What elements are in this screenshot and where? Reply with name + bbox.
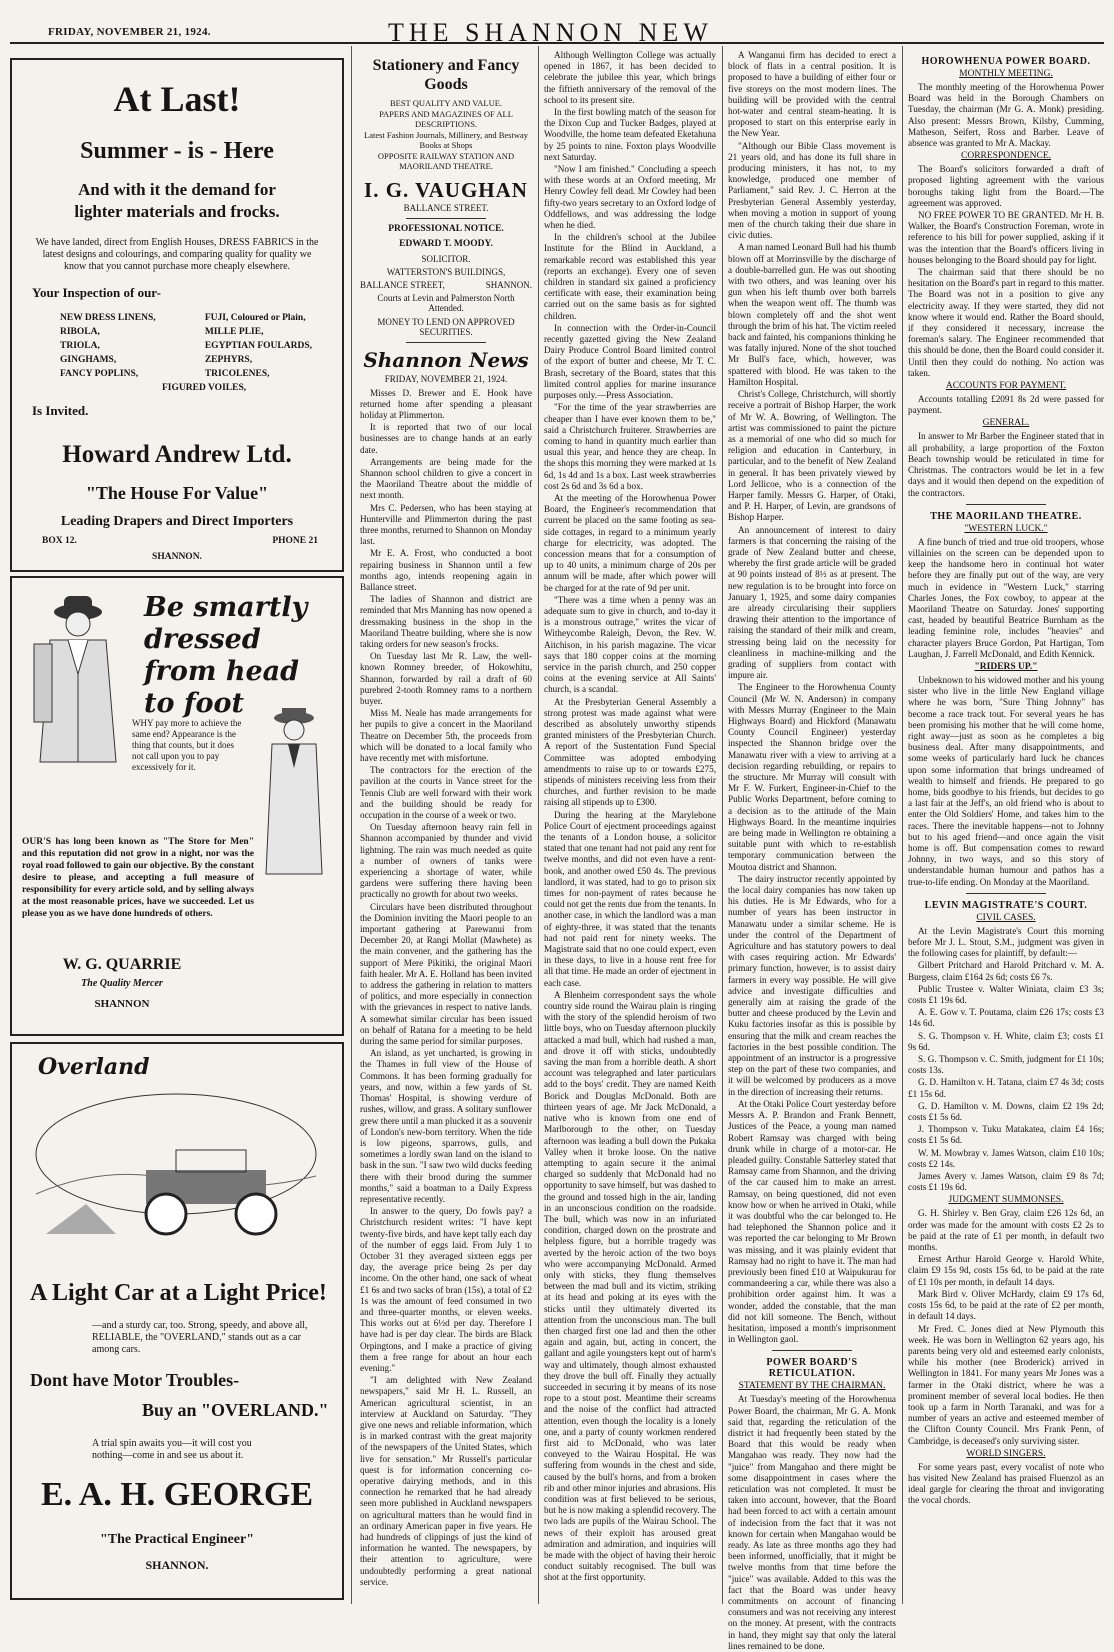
vaughan-line: OPPOSITE RAILWAY STATION AND MAORILAND THEATRE.: [377, 150, 515, 171]
notice-heading: PROFESSIONAL NOTICE.: [388, 223, 504, 234]
article-heading: THE MAORILAND THEATRE.: [930, 510, 1082, 522]
news-paragraph: At Tuesday's meeting of the Horowhenua Power Board, the chairman, Mr G. A. Monk said that, regarding the reticulation of the district it had frequently been stated by the Board that this would be ready when Mangahao was ready. They now had the "juice" from Mangahao and there might be some disappointment in cases where the reticulation was not completed. It must be taken into account, however, that the Board had been forced to act with a certain amount of indecision from the fact that it was not known for certain when Mangahao would be ready. As late as three months ago they had been informed, unofficially, that it might be twelve months from that time before the "juice" was available. Added to this was the fact that the Board was under heavy commitments on account of financing consumers and was not receiving any interest on the money. At present, with the contracts in hand, they might say that only the lateral lines remained to be done.: [728, 1394, 896, 1651]
news-paragraph: In answer to the query, Do fowls pay? a Christchurch resident writes: "I have kept twenty-five birds, and have kept tally each day of the number of eggs laid. From July 1 to October 31 they averaged sixteen eggs per day, the average price being 2s per day income. On the other hand, one sack of wheat £1 6s and two sacks of bran (15s), a total of £2 1s was the amount of feed consumed in two and three-quarter months, or eleven weeks. This works out at 6½d per day. Therefore I have had is per day clear. The birds are Black Orpingtons, and I make a practice of giving them a free range for about an hour each evening.": [360, 1206, 532, 1373]
fabric-item: MILLE PLIE,: [204, 327, 264, 337]
paper-date: FRIDAY, NOVEMBER 21, 1924.: [384, 373, 508, 384]
news-paragraph: Ernest Arthur Harold George v. Harold White, claim £9 15s 9d, costs 15s 6d, to be paid at the rate of £1 10s per month, in default 14 days.: [908, 1254, 1104, 1287]
news-paragraph: The Engineer to the Horowhenua County Council (Mr W. N. Anderson) in company with Messrs Murray (Engineer to the Main Highways Board) and Hickford (Manawatu County Council Engineer) yesterday inspected the Shannon bridge over the Manawatu river with a view to arriving at a decision regarding rebuilding, or repairs to the structure. Mr Murray will consult with Mr F. W. Furkert, Engineer-in-Chief to the Public Works Department, before coming to a decision as to the attitude of the Main Highways Board. In the meantime inquiries are being made in Wellington re obtaining a suitable punt with which to re-establish temporary communication between the Moutoa district and Shannon.: [728, 682, 896, 872]
news-paragraph: It is reported that two of our local businesses are to change hands at an early date.: [360, 422, 532, 455]
vaughan-name: I. G. VAUGHAN: [364, 177, 528, 202]
article-body: [908, 1462, 1104, 1507]
ad-body: We have landed, direct from English Houses, DRESS FABRICS in the latest designs and colourings, and comparing quality for quality we know that you cannot purchase more cheaply elsewhere.: [35, 237, 319, 272]
column-5: [908, 50, 1104, 1604]
issue-date: FRIDAY, NOVEMBER 21, 1924.: [48, 26, 211, 38]
ad-troubles: Dont have Motor Troubles-: [30, 1370, 240, 1390]
news-paragraph: In connection with the Order-in-Council recently gazetted giving the New Zealand Dairy Produce Control Board limited control of the export of butter and cheese, Mr T. C. Brash, secretary of the Board, states that this limited control applies for marine insurance purposes only.—Press Association.: [544, 322, 716, 401]
news-paragraph: Circulars have been distributed throughout the Dominion inviting the Maori people to an important gathering at Parewanui from December 20, at Rangi Mollat (Mawhete) as the main convener, and the gathering has the support of Mere Pikitiki, the original Maori faith healer. Mr A. E. Holland has been invited to address the gathering in relation to matters of politics, and more especially in connection with the grievances in respect to native lands. A somewhat similar circular has been issued on behalf of Ratana for a meeting to be held during the same period for similar purposes.: [360, 901, 532, 1047]
news-paragraph: At the Otaki Police Court yesterday before Messrs A. P. Brandon and Frank Bennett, Justices of the Peace, a young man named Robert Ramsay was charged with being drunk while in charge of a motor-car. He pleaded guilty. Constable Satterley stated that Ramsay came from Shannon, and the driving of the car caused him to make an arrest. Ramsay, on being questioned, did not even know how or when he arrived in Otaki, while it was doubtful who the car belonged to. He had telephoned the Shannon police and it was reported the car belonging to Mr Brown was missing, and it was plainly evident that Ramsay had no right to have it. The man had previously been fined £10 at Waipukurau for commandeering a car, while there was also a prohibition order against him. It was a wonder, added the constable, that the man did not kill someone. The Bench, without hesitation, imposed a month's imprisonment in Wellington gaol.: [728, 1098, 896, 1345]
ad-box: BOX 12.: [42, 536, 77, 546]
man-in-suit-illustration: [252, 706, 336, 876]
news-paragraph: On Tuesday last Mr R. Law, the well-known Romney breeder, of Hokowhitu, Shannon, forwarded by rail a draft of 60 purebred 2-tooth Romney rams to a northern buyer.: [360, 651, 532, 706]
news-paragraph: In answer to Mr Barber the Engineer stated that in all probability, a large proportion of the Foxton Beach township would be reticulated in time for Christmas. The contractors would be let in a few days and it would then depend on the expedition of the contractors.: [908, 431, 1104, 498]
column-rule: [538, 46, 539, 1604]
column-4: [728, 50, 896, 1651]
ad-title: The Quality Mercer: [81, 978, 163, 989]
article-subheading: JUDGMENT SUMMONSES.: [948, 1195, 1064, 1206]
news-paragraph: "There was a time when a penny was an adequate sum to give in church, and to-day it is a monstrous outrage," writes the vicar of Witheycombe Raleigh, Devon, the Rev. W. Aitchison, in his parish magazine. The vicar says that 180 copper coins at the morning service in the parish church, and 250 copper coins at the evening service at All Saints' church, is a scandal.: [544, 594, 716, 695]
article-subheading: STATEMENT BY THE CHAIRMAN.: [738, 1381, 886, 1392]
news-paragraph: A Blenheim correspondent says the whole country side round the Wairau plain is ringing with the story of the splendid heroism of two little boys, who on Tuesday afternoon pluckily attacked a mad bull, which had rushed a man, and drove it off with sticks, undoubtedly saving the man from a horrible death. A short account was telegraphed and later particulars add to the boys' credit. They are named Keith Borick and Douglas McDonald. Both are thirteen years of age. Mr Jack McDonald, a native who is known from one end of Marlborough to the other, on Tuesday afternoon was leading a bull down the Pukaka Valley when it broke loose. On the native attempting to again secure it the animal charged so suddenly that McDonald had no opportunity to save himself, but was dashed to the ground and tossed high in the air, landing in an unconscious condition on the roadside. The bull, which was now in an infuriated condition, charged down on the prostrate and helpless figure, but a horrible tragedy was averted by the heroic action of the two boys who were accompanying McDonald. Armed only with sticks, they flung themselves between the mad bull and its victim, striking at its head and poking at its eyes with the sticks until they ultimately diverted its attention from the unconscious man. The bull then charged first one lad and then the other again and again, but, acting in concert, the gallant and agile youngsters kept out of harm's way and ultimately, though almost exhausted they drove the bull off. Finally they actually succeeded in securing it by means of its nose rope to a stout post. Meantime their screams and the noise of the conflict had attracted attention, even though the locality is a lonely one, and a party of county workmen rendered first aid to McDonald, who was later conveyed to the Wairau Hospital. He was suffering from wounds in the chest and side, caused by the bull's horns, and from a broken rib and other minor injuries and abrasions. His condition was at first believed to be serious, but he is now making a splendid recovery. The two lads are pupils of the Wairau School. The news of their exploit has aroused great admiration and admiration, and inquiries will be made with the object of having their heroic conduct suitably recognised. The bull was shot at the first opportunity.: [544, 989, 716, 1583]
news-paragraph: Accounts totalling £2091 8s 2d were passed for payment.: [908, 394, 1104, 416]
vaughan-line: BEST QUALITY AND VALUE.: [389, 98, 503, 108]
ad-phone: PHONE 21: [272, 536, 318, 546]
news-paragraph: The monthly meeting of the Horowhenua Power Board was held in the Borough Chambers on Tuesday, the chairman (Mr G. A. Monk) presiding. Also present: Messrs Brown, Kilsby, Cumming, Matheson, Seifert, Ross and Barber. Leave of absence was granted to Mr A. Mackay.: [908, 82, 1104, 149]
article-subheading: "RIDERS UP.": [974, 661, 1038, 672]
fabric-item: TRICOLENES,: [204, 369, 270, 379]
ad-tagline: Leading Drapers and Direct Importers: [60, 514, 294, 529]
ad-contact: [42, 536, 318, 546]
news-items: [544, 50, 716, 1584]
ad-body: —and a sturdy car, too. Strong, speedy, and above all, RELIABLE, the "OVERLAND," stands out as a car among cars.: [92, 1320, 308, 1355]
news-paragraph: G. D. Hamilton v. H. Tatana, claim £7 4s 3d; costs £1 15s 6d.: [908, 1077, 1104, 1099]
article-subheading: ACCOUNTS FOR PAYMENT.: [945, 381, 1067, 392]
ad-headline: Be smartly dressed from head to foot: [144, 592, 308, 719]
ad-slogan: "The House For Value": [85, 483, 269, 503]
news-paragraph: For some years past, every vocalist of note who has visited New Zealand has praised Fluenzol as an ideal gargle for clearing the throat and invigorating the vocal chords.: [908, 1461, 1104, 1506]
news-paragraph: Mrs C. Pedersen, who has been staying at Hunterville and Plimmerton during the past three months, returned to Shannon on Monday last.: [360, 502, 532, 547]
notice-money: MONEY TO LEND ON APPROVED SECURITIES.: [377, 316, 515, 337]
column-rule: [722, 46, 723, 1604]
news-paragraph: Mr E. A. Frost, who conducted a boot repairing business in Shannon until a few months ago, intends reopening again in Ballance street.: [360, 548, 532, 592]
article-body: [908, 431, 1104, 498]
news-paragraph: The dairy instructor recently appointed by the local dairy companies has now taken up his duties. He is Mr Edwards, who for a number of years has been instructor in Manawatu under a similar scheme. He is under the control of the Department of Agriculture and has statutory powers to deal with cases requiring action. Mr Edwards' primary function, however, is to assist dairy farmers in every way possible. He will give advice and investigate difficulties and generally aim at raising the grade of the butter and cheese produced by the Levin and Kuku factories insofar as this is possible by ensuring that the milk and cream reaches the factories in the best possible condition. The appointment of an instructor is a progressive step on the part of these two companies, and it will be welcomed by producers as a move in the direction of increasing their returns.: [728, 873, 896, 1097]
fabric-list-right: [205, 311, 312, 381]
ad-slogan: "The Practical Engineer": [100, 1532, 254, 1547]
fabric-list: [60, 311, 312, 381]
news-paragraph: On Tuesday afternoon heavy rain fell in Shannon accompanied by thunder and vivid lightning. The rain was much needed as quite a number of owners of tanks were experiencing a shortage of water, while gardens were suffering there having been practically no growth for about two weeks.: [360, 822, 532, 900]
news-paragraph: At the Levin Magistrate's Court this morning before Mr J. L. Stout, S.M., judgment was given in the following cases for plaintiff, by default:—: [908, 925, 1104, 959]
article-heading: LEVIN MAGISTRATE'S COURT.: [924, 899, 1088, 911]
article-subheading: GENERAL.: [982, 418, 1030, 429]
fabric-item: FANCY POPLINS,: [60, 369, 139, 379]
masthead: THE SHANNON NEW: [388, 18, 713, 47]
vaughan-street: BALLANCE STREET.: [403, 202, 489, 213]
article-body: [908, 926, 1104, 1194]
article-heading: POWER BOARD'S RETICULATION.: [766, 1357, 858, 1380]
news-paragraph: At the meeting of the Horowhenua Power Board, the Engineer's recommendation that current be placed on the same footing as sea-side cottages, in regard to a minimum yearly charge for electricity, was adopted. The concession means that for a consumption of up to 40 units, a minimum charge of 20s per annum will be made, after which power will be charged for at the rate of 9d per unit.: [544, 492, 716, 593]
ad-overland: [10, 1042, 344, 1600]
news-paragraph: G. D. Hamilton v. M. Downs, claim £2 19s 2d; costs £1 5s 6d.: [908, 1100, 1104, 1123]
news-paragraph: "I am delighted with New Zealand newspapers," said Mr H. L. Russell, an American agricultural scientist, in an interview at Auckland on Saturday. "They give one news and reliable information, which is in marked contrast with the great majority of the newspapers of the United States, which live for sensation." Mr Russell's particular quest is for information concerning co-operative dairying methods, and in this connection he remarked that he had already seen more published in Auckland newspapers on agricultural matters than he would find in an ordinary American paper in five years. He had hundreds of clippings of just the kind of information he wanted. The newspapers, by their attention to agriculture, were undoubtedly performing a great national service.: [360, 1375, 532, 1587]
article-body: [908, 164, 1104, 379]
news-paragraph: W. M. Mowbray v. James Watson, claim £10 10s; costs £2 14s.: [908, 1147, 1104, 1169]
article-body: [728, 1394, 896, 1652]
notice-name: EDWARD T. MOODY.: [399, 238, 493, 249]
article-heading: HOROWHENUA POWER BOARD.: [921, 56, 1091, 67]
ad-town: SHANNON.: [145, 1558, 209, 1572]
ad-why: WHY pay more to achieve the same end? Appearance is the thing that counts, but it does not call upon you to pay excessively for it.: [132, 718, 242, 772]
vaughan-lines: [360, 98, 532, 172]
news-paragraph: Arrangements are being made for the Shannon school children to give a concert in the Maoriland Theatre about the middle of next month.: [360, 456, 532, 501]
fabric-item: TRIOLA,: [60, 341, 100, 351]
ad-summer: Summer - is - Here: [80, 138, 274, 164]
news-items: [360, 388, 532, 1589]
column-rule: [902, 46, 903, 1604]
news-paragraph: James Avery v. James Watson, claim £9 8s 7d; costs £1 19s 6d.: [908, 1171, 1104, 1193]
news-paragraph: Gilbert Pritchard and Harold Pritchard v. M. A. Burgess, claim £164 2s 6d; costs £6 7s.: [908, 960, 1104, 982]
news-paragraph: NO FREE POWER TO BE GRANTED. Mr H. B. Walker, the Board's Construction Foreman, wrote in reference to his bill for power supplied, asking if it was the intention that the Board's officers living in houses belonging to the Board should pay for light.: [908, 210, 1104, 265]
news-paragraph: Unbeknown to his widowed mother and his young sister who live in the little New England village where he was born, "Sure Thing Johnny" has become a race track tout. For several years he has been promising his mother that he will come home, right away—just as soon as he completes a big business deal. After many disappointments, and some weeks of particularly hard luck he chances upon some information that brings undreamed of wealth to himself and friends. He prepared to go home, bids goodbye to his friends, but decides to go a last fair at the Jeff's, an old friend who is about to enter the Old Soldiers' Home, and takes him to the races. There the inevitable happens—not to Johnny but to his aged friend—and once again the visit home is off. But compensation comes to reward Johnny, in two ways, and so this story of understandable human humour and pathos has a true-to-life ending. On Monday at the Maoriland.: [908, 674, 1104, 887]
notice-courts: Courts at Levin and Palmerston North Attended.: [377, 292, 515, 313]
ad-firm-name: Howard Andrew Ltd.: [62, 441, 292, 468]
news-paragraph: The chairman said that there should be no hesitation on the Board's part in regard to this matter. The Board was not in a position to give any electricity away. If they were started, they did not know where it would end. Rather the Board should, if they considered it necessary, increase the foreman's salary. The Engineer recommended that this should be done, then the Board could consider it. Until then they could do nothing. No action was taken.: [908, 267, 1104, 378]
news-paragraph: G. H. Shirley v. Ben Gray, claim £26 12s 6d, an order was made for the amount with costs £2 2s to be paid at the rate of £1 per month, in default two months.: [908, 1208, 1104, 1253]
article-body: [908, 82, 1104, 149]
vaughan-line: Latest Fashion Journals, Millinery, and Bestway Books at Shops: [364, 129, 528, 150]
ad-trial: A trial spin awaits you—it will cost you nothing—come in and see us about it.: [92, 1438, 252, 1461]
notice-address: [360, 280, 532, 290]
news-paragraph: In the children's school at the Jubilee Institute for the Blind in Auckland, a remarkable record was established this year (reports an exchange). Every one of seven children in standard six gained a proficiency certificate with ease, their examination being carried out on the same basis as for sighted children.: [544, 232, 716, 321]
ad-buy: Buy an "OVERLAND.": [142, 1400, 329, 1420]
ad-quarrie: [10, 576, 344, 1036]
ad-body: OUR'S has long been known as "The Store for Men" and this reputation did not grow in a night, nor was the royal road followed to gain our objective. By the constant desire to please, and accepting a full measure of responsibility for every article sold, and by selling always at the most reasonable prices, have we succeeded. Let us please you as we have done hundreds of others.: [22, 837, 254, 919]
news-paragraph: Mark Bird v. Oliver McHardy, claim £9 17s 6d, costs 15s 6d, to be paid at the rate of £2 per month, in default 14 days.: [908, 1288, 1104, 1322]
news-paragraph: An announcement of interest to dairy farmers is that concerning the raising of the grade of New Zealand butter and cheese, whereby the first grade article will be graded at 90 points instead of 8½ as at present. The new regulation is to be brought into force on January 1, 1925, and some dairy companies are already circularising their suppliers drawing their attention to the importance of raising the standard of their milk and cream, stressing being laid on the necessity for cleanliness in machine-milking and the grading of suppliers from contact with impure air.: [728, 524, 896, 681]
article-subheading: "WESTERN LUCK.": [964, 523, 1048, 534]
ad-demand: And with it the demand for lighter materials and frocks.: [74, 180, 280, 221]
fabric-list-left: [60, 311, 156, 381]
news-paragraph: Public Trustee v. Walter Winiata, claim £3 3s; costs £1 19s 6d.: [908, 983, 1104, 1006]
page-header: [10, 6, 1104, 47]
news-paragraph: The Board's solicitors forwarded a draft of proposed lighting agreement with the various boroughs taking light from the Board.—The agreement was approved.: [908, 164, 1104, 208]
news-paragraph: "Although our Bible Class movement is 21 years old, and has done its full share in producing ministers, it has not, to my knowledge, produced one member of Parliament," said Rev. J. C. Herron at the Presbyterian General Assembly yesterday, when moving a motion in support of young men of the church taking their due share in civic duties.: [728, 140, 896, 241]
notice-building: WATTERSTON'S BUILDINGS,: [386, 266, 506, 277]
article-body: [908, 1208, 1104, 1446]
news-paragraph: Christ's College, Christchurch, will shortly receive a portrait of Bishop Harper, the work of Mr W. A. Bowring, of Wellington. The artist was commissioned to paint the picture as a memorial of one who did so much for religion and education in Canterbury, in particular, and to the benefit of New Zealand in general. It has been privately viewed by Lord Jellicoe, who is a connection of the Harper family. Messrs G. Harper, of Otaki, and P. H. Harper, of Levin, are grandsons of Bishop Harper.: [728, 389, 896, 523]
ad-inspection: Your Inspection of our-: [32, 285, 161, 300]
news-paragraph: Miss M. Neale has made arrangements for her pupils to give a concert in the Maoriland Theatre on December 5th, the proceeds from which will be donated to a local family who have recently met with misfortune.: [360, 708, 532, 763]
article-subheading: CIVIL CASES.: [976, 912, 1036, 923]
column-rule: [351, 46, 352, 1604]
news-paragraph: The ladies of Shannon and district are reminded that Mrs Manning has now opened a dressmaking business in the shop in the Maoriland Theatre building, where she is now taking orders for new season's frocks.: [360, 594, 532, 649]
news-paragraph: J. Thompson v. Tuku Matakatea, claim £4 16s; costs £1 5s 6d.: [908, 1124, 1104, 1146]
fabric-item: NEW DRESS LINENS,: [60, 313, 156, 323]
column-2: [360, 50, 532, 1604]
ads-column: [10, 50, 344, 1604]
ad-name: E. A. H. GEORGE: [40, 1476, 314, 1513]
news-paragraph: Although Wellington College was actually opened in 1867, it has been decided to celebrate the jubilee this year, which brings the fiftieth anniversary of the removal of the school to its present site.: [544, 50, 716, 105]
fabric-item: FUJI, Coloured or Plain,: [204, 313, 306, 323]
news-paragraph: A Wanganui firm has decided to erect a block of flats in a central position. It is proposed to have a building of either four or five storeys on the most modern lines. The building will be provided with the central hot-water and central steam-heating. It is proposed to start on this enterprise early in the New Year.: [728, 50, 896, 139]
news-paragraph: A. E. Gow v. T. Poutama, claim £26 17s; costs £3 14s 6d.: [908, 1007, 1104, 1029]
paper-nameplate: Shannon News: [363, 347, 529, 372]
news-items: [728, 50, 896, 1345]
fabric-figured: FIGURED VOILES,: [162, 383, 247, 393]
vaughan-heading: Stationery and Fancy Goods: [372, 57, 520, 93]
article-body: [908, 675, 1104, 888]
ad-town: SHANNON.: [152, 552, 202, 562]
ad-name: W. G. QUARRIE: [62, 956, 182, 973]
overland-logo: Overland: [38, 1054, 150, 1080]
ad-headline: At Last!: [113, 79, 241, 119]
fabric-item: ZEPHYRS,: [204, 355, 253, 365]
news-paragraph: At the Presbyterian General Assembly a strong protest was made against what were described as absolutely unworthy stipends granted ministers of the Presbyterian Church. A report of the Sustentation Fund Special Committee was adopted embodying amendments to raise up to or towards £275, stipends of ministers receiving less from their churches, and further revision to be made raising all stipends up to £300.: [544, 696, 716, 808]
fabric-item: EGYPTIAN FOULARDS,: [204, 341, 312, 351]
car-illustration: [26, 1084, 326, 1264]
article-body: [908, 394, 1104, 416]
column-3: [544, 50, 716, 1604]
news-paragraph: The contractors for the erection of the pavilion at the courts in Vance street for the Tennis Club are well forward with their work and the building should be ready for occupation in the course of a week or two.: [360, 765, 532, 821]
news-paragraph: S. G. Thompson v. H. White, claim £3; costs £1 9s 6d.: [908, 1030, 1104, 1052]
ad-howard-andrew: [10, 58, 344, 572]
news-paragraph: "For the time of the year strawberries are cheaper than I have ever known them to be," said a Christchurch fruiterer. Strawberries are coming to hand in quantity much earlier than usual this year, and hence they are cheap. In the shops this morning they were marked at 1s 6d, 1s 4d and 1s a box. Last week strawberries cost 2s 6d and 3s 6d a box.: [544, 402, 716, 491]
notice-role: SOLICITOR.: [421, 253, 471, 264]
ad-headline: A Light Car at a Light Price!: [30, 1280, 327, 1306]
article-subheading: MONTHLY MEETING.: [959, 69, 1053, 79]
notice-town: SHANNON.: [485, 279, 532, 290]
article-subheading: WORLD SINGERS.: [966, 1448, 1046, 1459]
news-paragraph: A fine bunch of tried and true old troopers, whose villainies on the screen can be depended upon to keep the handsome hero in continual hot water before they are finally put out of the way, are very much in evidence in "Western Luck," starring Charles Jones, the Fox cowboy, to appear at the Maoriland Theatre on Saturday. Jones' supporting cast, headed by beautiful Beatrice Burnham as the leading feminine role, includes "heavies" and character players Bruce Gordon, Pat Hartigan, Tom Laughan, J. Farrell McDonald, and Edith Kennick.: [908, 536, 1104, 659]
ad-invited: Is Invited.: [32, 403, 89, 418]
news-paragraph: S. G. Thompson v. C. Smith, judgment for £1 10s; costs 13s.: [908, 1054, 1104, 1076]
news-paragraph: An island, as yet uncharted, is growing in the Thames in full view of the House of Commons. It has been forming gradually for years, and now, within a few yards of St. Thomas' Hospital, is showing verdure of rushes, willow, and grass. A solitary sunflower grew there until a man plucked it as a souvenir of London's new-born territory. When the tide is low pigeons, sparrows, gulls, and sometimes a lordly swan land on the island to bask in the sun. "I saw two wild ducks feeding there with their brood during the summer months," said a boatman to a Daily Express representative recently.: [360, 1048, 532, 1204]
news-paragraph: "Now I am finished." Concluding a speech with these words at an Oxford meeting, Mr Henry Cowley fell dead. Mr Cowley had been fifty-two years secretary to an Oxford lodge of Oddfellows, and was addressing the lodge when he died.: [544, 164, 716, 231]
article-body: [908, 537, 1104, 660]
fabric-item: RIBOLA,: [60, 327, 100, 337]
news-paragraph: Mr Fred. C. Jones died at New Plymouth this week. He was born in Wellington 62 years ago, his parents being very old and esteemed early colonists, while his mother (nee Broderick) arrived in Wellington in 1841. For many years Mr Jones was a farmer in the Otaki district, where he was a prominent member of several local bodies. He then took up a farm in North Taranaki, and was for a number of years an active and esteemed member of the Clifton County Council. Mrs Frank Penn, of Cambridge, is deceased's only surviving sister.: [908, 1323, 1104, 1446]
article-subheading: CORRESPONDENCE.: [961, 151, 1051, 162]
notice-street: BALLANCE STREET,: [360, 279, 445, 290]
vaughan-line: PAPERS AND MAGAZINES OF ALL DESCRIPTIONS.: [379, 108, 513, 129]
news-paragraph: Misses D. Brewer and E. Hook have returned home after spending a pleasant holiday at Plimmerton.: [360, 387, 532, 420]
news-paragraph: A man named Leonard Bull had his thumb blown off at Morrinsville by the discharge of a double-barrelled gun. He was out shooting with two others, and was leaning over his gun when his left thumb over both barrels when the weapon went off. The thumb was blown completely off and the shot went through the brim of his hat. The victim reeled back and fainted, his companions thinking he was fatally injured. None of the shot touched Mr Bull's face, which, however, was spattered with blood. He was taken to the Hamilton Hospital.: [728, 242, 896, 387]
man-in-overcoat-illustration: [16, 584, 146, 764]
ad-town: SHANNON: [94, 998, 150, 1010]
fabric-item: GINGHAMS,: [60, 355, 117, 365]
news-paragraph: During the hearing at the Marylebone Police Court of ejectment proceedings against the tenants of a London house, a solicitor stated that one tenant had not paid any rent for twelve months, and did not even have a rent-book, and another owed £50 4s. The previous landlord, it was stated, had to go to prison six times for non-payment of rates because he could not get the rents due from the tenants. In another case, in which the landlord was a man of eighty-three, it was stated that the tenants had not paid rent for ninety weeks. The Magistrate said that no one could expect, even in these days, to live in a house rent free for all that time. He made an order of ejectment in each case.: [544, 809, 716, 988]
news-paragraph: In the first bowling match of the season for the Dixon Cup and Tucker Badges, played at Woodville, the home team defeated Eketahuna by 25 points to nine. Foxton plays Woodville next Saturday.: [544, 107, 716, 162]
